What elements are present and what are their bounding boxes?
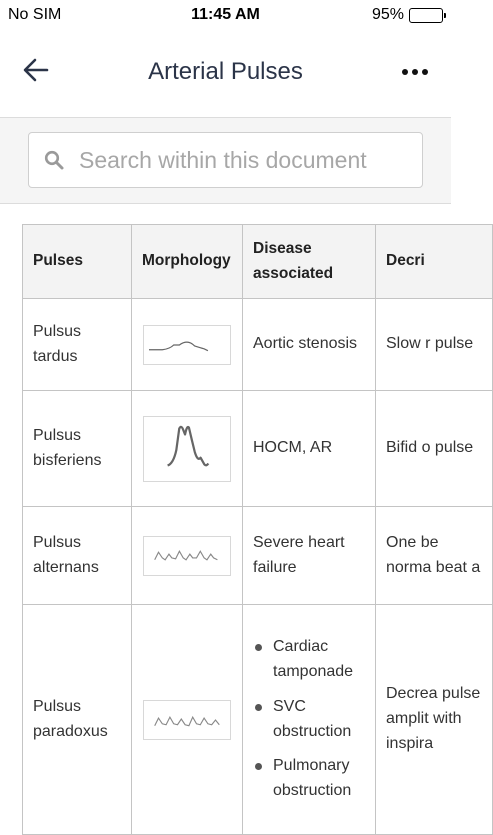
column-header-morphology: Morphology bbox=[132, 225, 243, 299]
search-field[interactable] bbox=[28, 132, 423, 188]
column-header-disease: Disease associated bbox=[243, 225, 376, 299]
navigation-bar bbox=[0, 30, 451, 118]
search-icon bbox=[43, 149, 65, 171]
pulse-description: One be norma beat a bbox=[376, 507, 493, 605]
more-horizontal-icon bbox=[402, 69, 408, 75]
battery-icon bbox=[409, 8, 443, 23]
more-options-button[interactable] bbox=[397, 56, 433, 88]
battery-indicator bbox=[372, 6, 443, 24]
waveform-alternating-icon bbox=[143, 536, 231, 576]
disease-associated: Aortic stenosis bbox=[243, 299, 376, 391]
search-input[interactable] bbox=[79, 147, 399, 174]
waveform-slow-rising-icon bbox=[143, 325, 231, 365]
waveform-double-peak-icon bbox=[143, 416, 231, 482]
pulse-name: Pulsus bisferiens bbox=[23, 391, 132, 507]
list-item: Cardiac tamponade bbox=[243, 635, 365, 685]
page-title: Arterial Pulses bbox=[148, 58, 303, 85]
table-row bbox=[23, 299, 493, 391]
list-item: Pulmonary obstruction bbox=[243, 754, 365, 804]
search-bar bbox=[0, 118, 451, 204]
table-row bbox=[23, 507, 493, 605]
table-row bbox=[23, 605, 493, 835]
pulse-name: Pulsus paradoxus bbox=[23, 605, 132, 835]
column-header-description: Decri bbox=[376, 225, 493, 299]
status-bar bbox=[0, 0, 451, 30]
pulse-description: Decrea pulse amplit with inspira bbox=[376, 605, 493, 835]
column-header-pulses: Pulses bbox=[23, 225, 132, 299]
pulse-name: Pulsus alternans bbox=[23, 507, 132, 605]
pulses-table bbox=[22, 224, 481, 800]
pulse-description: Bifid o pulse bbox=[376, 391, 493, 507]
battery-percent: 95% bbox=[371, 6, 404, 23]
table-row bbox=[23, 391, 493, 507]
carrier-label: No SIM bbox=[8, 6, 62, 23]
disease-associated: HOCM, AR bbox=[243, 391, 376, 507]
table-header-row bbox=[23, 225, 493, 299]
list-item: SVC obstruction bbox=[243, 695, 365, 745]
disease-list bbox=[243, 635, 365, 804]
clock: 11:45 AM bbox=[191, 6, 260, 23]
disease-associated: Severe heart failure bbox=[243, 507, 376, 605]
waveform-paradoxus-icon bbox=[143, 700, 231, 740]
pulse-description: Slow r pulse bbox=[376, 299, 493, 391]
pulse-name: Pulsus tardus bbox=[23, 299, 132, 391]
